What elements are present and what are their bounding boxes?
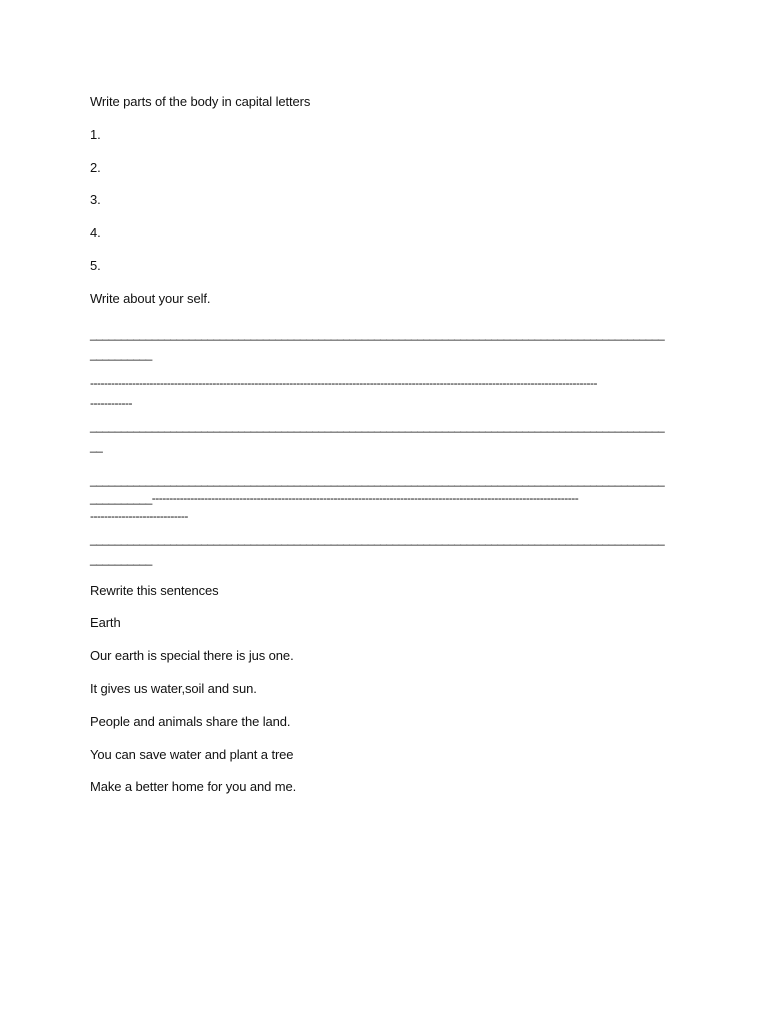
poem-line: You can save water and plant a tree: [90, 747, 294, 762]
list-item-number: 4.: [90, 225, 101, 240]
answer-line: __________: [90, 552, 152, 566]
list-item-number: 1.: [90, 127, 101, 142]
answer-line: __________--------------------------------------------------------------------------------------------------------------------------: [90, 491, 579, 505]
instruction-rewrite: Rewrite this sentences: [90, 583, 219, 598]
instruction-about-yourself: Write about your self.: [90, 291, 211, 306]
poem-line: Make a better home for you and me.: [90, 779, 297, 794]
answer-line: _____________________________________________________________________________________________: [90, 327, 665, 341]
poem-line: It gives us water,soil and sun.: [90, 681, 257, 696]
answer-line: _____________________________________________________________________________________________: [90, 532, 665, 546]
answer-line: ------------: [90, 396, 132, 410]
poem-line: People and animals share the land.: [90, 714, 291, 729]
answer-line: __: [90, 439, 103, 453]
poem-title: Earth: [90, 615, 121, 630]
answer-line: _____________________________________________________________________________________________: [90, 473, 665, 487]
answer-line: ----------------------------: [90, 509, 188, 523]
poem-line: Our earth is special there is jus one.: [90, 648, 294, 663]
answer-line: __________: [90, 347, 152, 361]
list-item-number: 5.: [90, 258, 101, 273]
list-item-number: 2.: [90, 160, 101, 175]
answer-line: _____________________________________________________________________________________________: [90, 419, 665, 433]
instruction-body-parts: Write parts of the body in capital letters: [90, 94, 311, 109]
list-item-number: 3.: [90, 192, 101, 207]
answer-line: -------------------------------------------------------------------------------------------------------------------------------------------------: [90, 376, 597, 390]
